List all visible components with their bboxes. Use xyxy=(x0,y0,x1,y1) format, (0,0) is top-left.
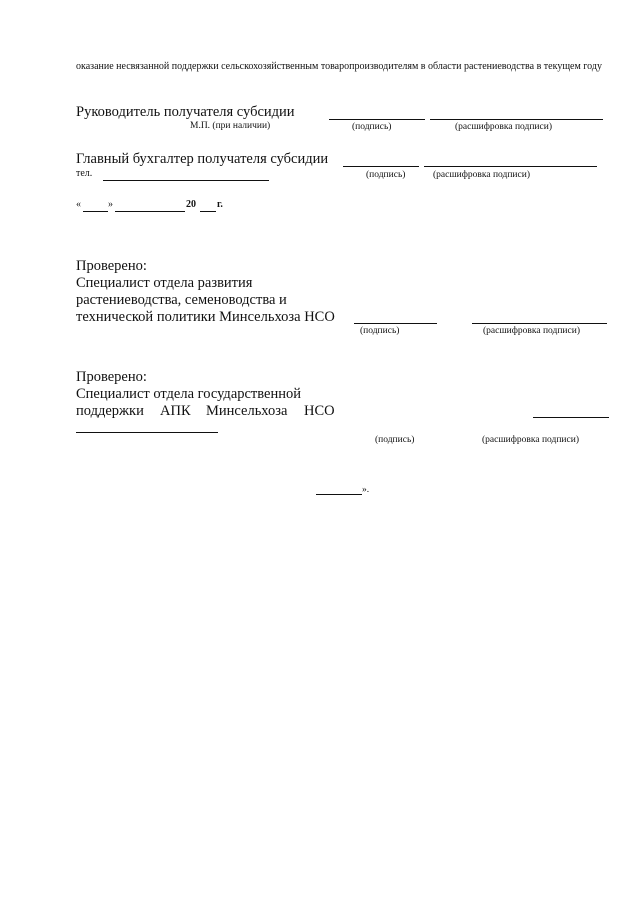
chief-accountant-signature-line xyxy=(343,166,419,167)
check2-checked-label: Проверено: xyxy=(76,369,147,385)
intro-paragraph: оказание несвязанной поддержки сельскохозяйственным товаропроизводителям в области растениеводства в текущем году xyxy=(76,61,602,72)
date-open-quote: « xyxy=(76,199,81,210)
check2-decoding-caption: (расшифровка подписи) xyxy=(482,435,579,445)
seal-note: М.П. (при наличии) xyxy=(190,121,271,131)
check2-decoding-line xyxy=(76,432,218,433)
check1-decoding-caption: (расшифровка подписи) xyxy=(483,326,580,336)
check1-line3: технической политики Минсельхоза НСО xyxy=(76,309,335,325)
recipient-head-decoding-line xyxy=(430,119,603,120)
recipient-head-decoding-caption: (расшифровка подписи) xyxy=(455,122,552,132)
check2-line2-word1: поддержки xyxy=(76,403,144,419)
check2-line2-word4: НСО xyxy=(304,403,335,419)
check1-line1: Специалист отдела развития xyxy=(76,275,253,291)
phone-label: тел. xyxy=(76,168,93,179)
chief-accountant-decoding-line xyxy=(424,166,597,167)
check2-line1: Специалист отдела государственной xyxy=(76,386,301,402)
check1-line2: растениеводства, семеноводства и xyxy=(76,292,287,308)
date-month-line xyxy=(115,211,185,212)
phone-line xyxy=(103,180,269,181)
recipient-head-label: Руководитель получателя субсидии xyxy=(76,104,295,120)
recipient-head-signature-caption: (подпись) xyxy=(352,122,392,132)
check1-checked-label: Проверено: xyxy=(76,258,147,274)
check1-signature-caption: (подпись) xyxy=(360,326,400,336)
date-year-prefix: 20 xyxy=(186,199,196,210)
recipient-head-signature-line xyxy=(329,119,425,120)
date-year-line xyxy=(200,211,216,212)
date-close-quote: » xyxy=(108,199,113,210)
chief-accountant-decoding-caption: (расшифровка подписи) xyxy=(433,170,530,180)
check2-line2-word3: Минсельхоза xyxy=(206,403,288,419)
date-day-line xyxy=(83,211,108,212)
date-year-suffix: г. xyxy=(217,199,223,210)
check2-line2-word2: АПК xyxy=(160,403,191,419)
check1-signature-line xyxy=(354,323,437,324)
check1-decoding-line xyxy=(472,323,607,324)
check2-signature-caption: (подпись) xyxy=(375,435,415,445)
chief-accountant-label: Главный бухгалтер получателя субсидии xyxy=(76,151,329,167)
check2-signature-line xyxy=(533,417,609,418)
closing-line xyxy=(316,494,362,495)
chief-accountant-signature-caption: (подпись) xyxy=(366,170,406,180)
closing-end-mark: ». xyxy=(362,485,370,495)
